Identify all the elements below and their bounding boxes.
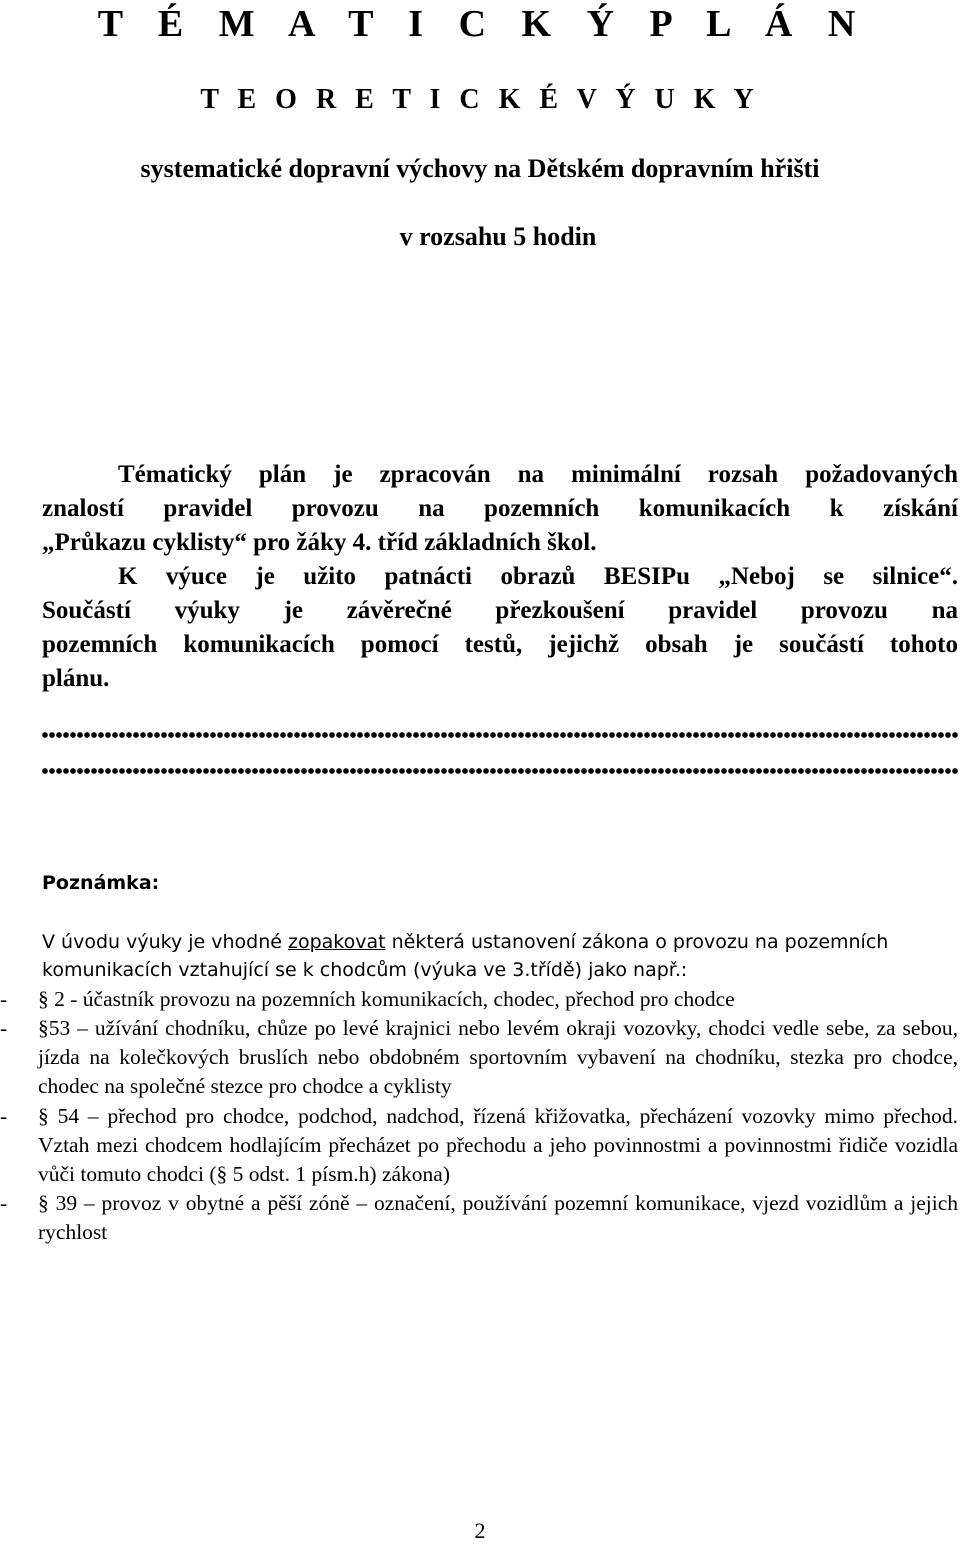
list-item-text: § 54 – přechod pro chodce, podchod, nadchod, řízená křižovatka, přecházení vozovky mimo přechod. Vztah mezi chodcem hodlajícím přecházet po přechodu a jeho povinnostmi a povinnostmi řidiče vozidla vůči tomuto chodci (§ 5 odst. 1 písm.h) zákona) <box>38 1104 958 1186</box>
list-item-text: §53 – užívání chodníku, chůze po levé krajnici nebo levém okraji vozovky, chodci vedle sebe, za sebou, jízda na kolečkových bruslích nebo obdobném sportovním vybavení na chodníku, stezka pro chodce, chodec na společné stezce pro chodce a cyklisty <box>38 1016 958 1098</box>
note-line: komunikacích vztahující se k chodcům (výuka ve 3.třídě) jako např.: <box>42 959 688 981</box>
intro-line: znalostí pravidel provozu na pozemních komunikacích k získání <box>42 495 958 522</box>
dotted-separator <box>42 768 958 790</box>
intro-line: „Průkazu cyklisty“ pro žáky 4. tříd základních škol. <box>42 529 597 556</box>
document-description: systematické dopravní výchovy na Dětském dopravním hřišti <box>140 154 820 183</box>
note-heading: Poznámka: <box>42 872 160 894</box>
list-item <box>0 1014 958 1101</box>
document-scope: v rozsahu 5 hodin <box>399 222 597 251</box>
note-line <box>42 928 958 956</box>
list-item <box>0 985 958 1014</box>
dotted-separator <box>42 732 958 754</box>
list-item <box>0 1189 958 1247</box>
document-title: T É M A T I C K Ý P L Á N <box>97 3 869 45</box>
document-subtitle: T E O R E T I C K É V Ý U K Y <box>200 84 760 115</box>
list-dash: - <box>0 1191 8 1215</box>
intro-line: Součástí výuky je závěrečné přezkoušení pravidel provozu na <box>42 597 958 624</box>
list-item <box>0 1102 958 1189</box>
intro-text <box>42 458 958 696</box>
list-dash: - <box>0 1104 8 1128</box>
note-underlined-word: zopakovat <box>287 931 386 953</box>
intro-line: K výuce je užito patnácti obrazů BESIPu „Neboj se silnice“. <box>118 563 958 590</box>
page-number: 2 <box>474 1518 486 1543</box>
intro-line: pozemních komunikacích pomocí testů, jejichž obsah je součástí tohoto <box>42 631 958 658</box>
intro-line: plánu. <box>42 665 110 692</box>
list-item-text: § 39 – provoz v obytné a pěší zóně – označení, používání pozemní komunikace, vjezd vozidlům a jejich rychlost <box>38 1191 958 1244</box>
note-text-segment: některá ustanovení zákona o provozu na pozemních <box>385 931 889 953</box>
list-dash: - <box>0 1016 8 1040</box>
intro-line: Tématický plán je zpracován na minimální rozsah požadovaných <box>118 461 958 488</box>
list-item-text: § 2 - účastník provozu na pozemních komunikacích, chodec, přechod pro chodce <box>38 987 735 1011</box>
note-text-segment: V úvodu výuky je vhodné <box>42 931 288 953</box>
list-dash: - <box>0 987 8 1011</box>
note-text <box>42 928 958 984</box>
